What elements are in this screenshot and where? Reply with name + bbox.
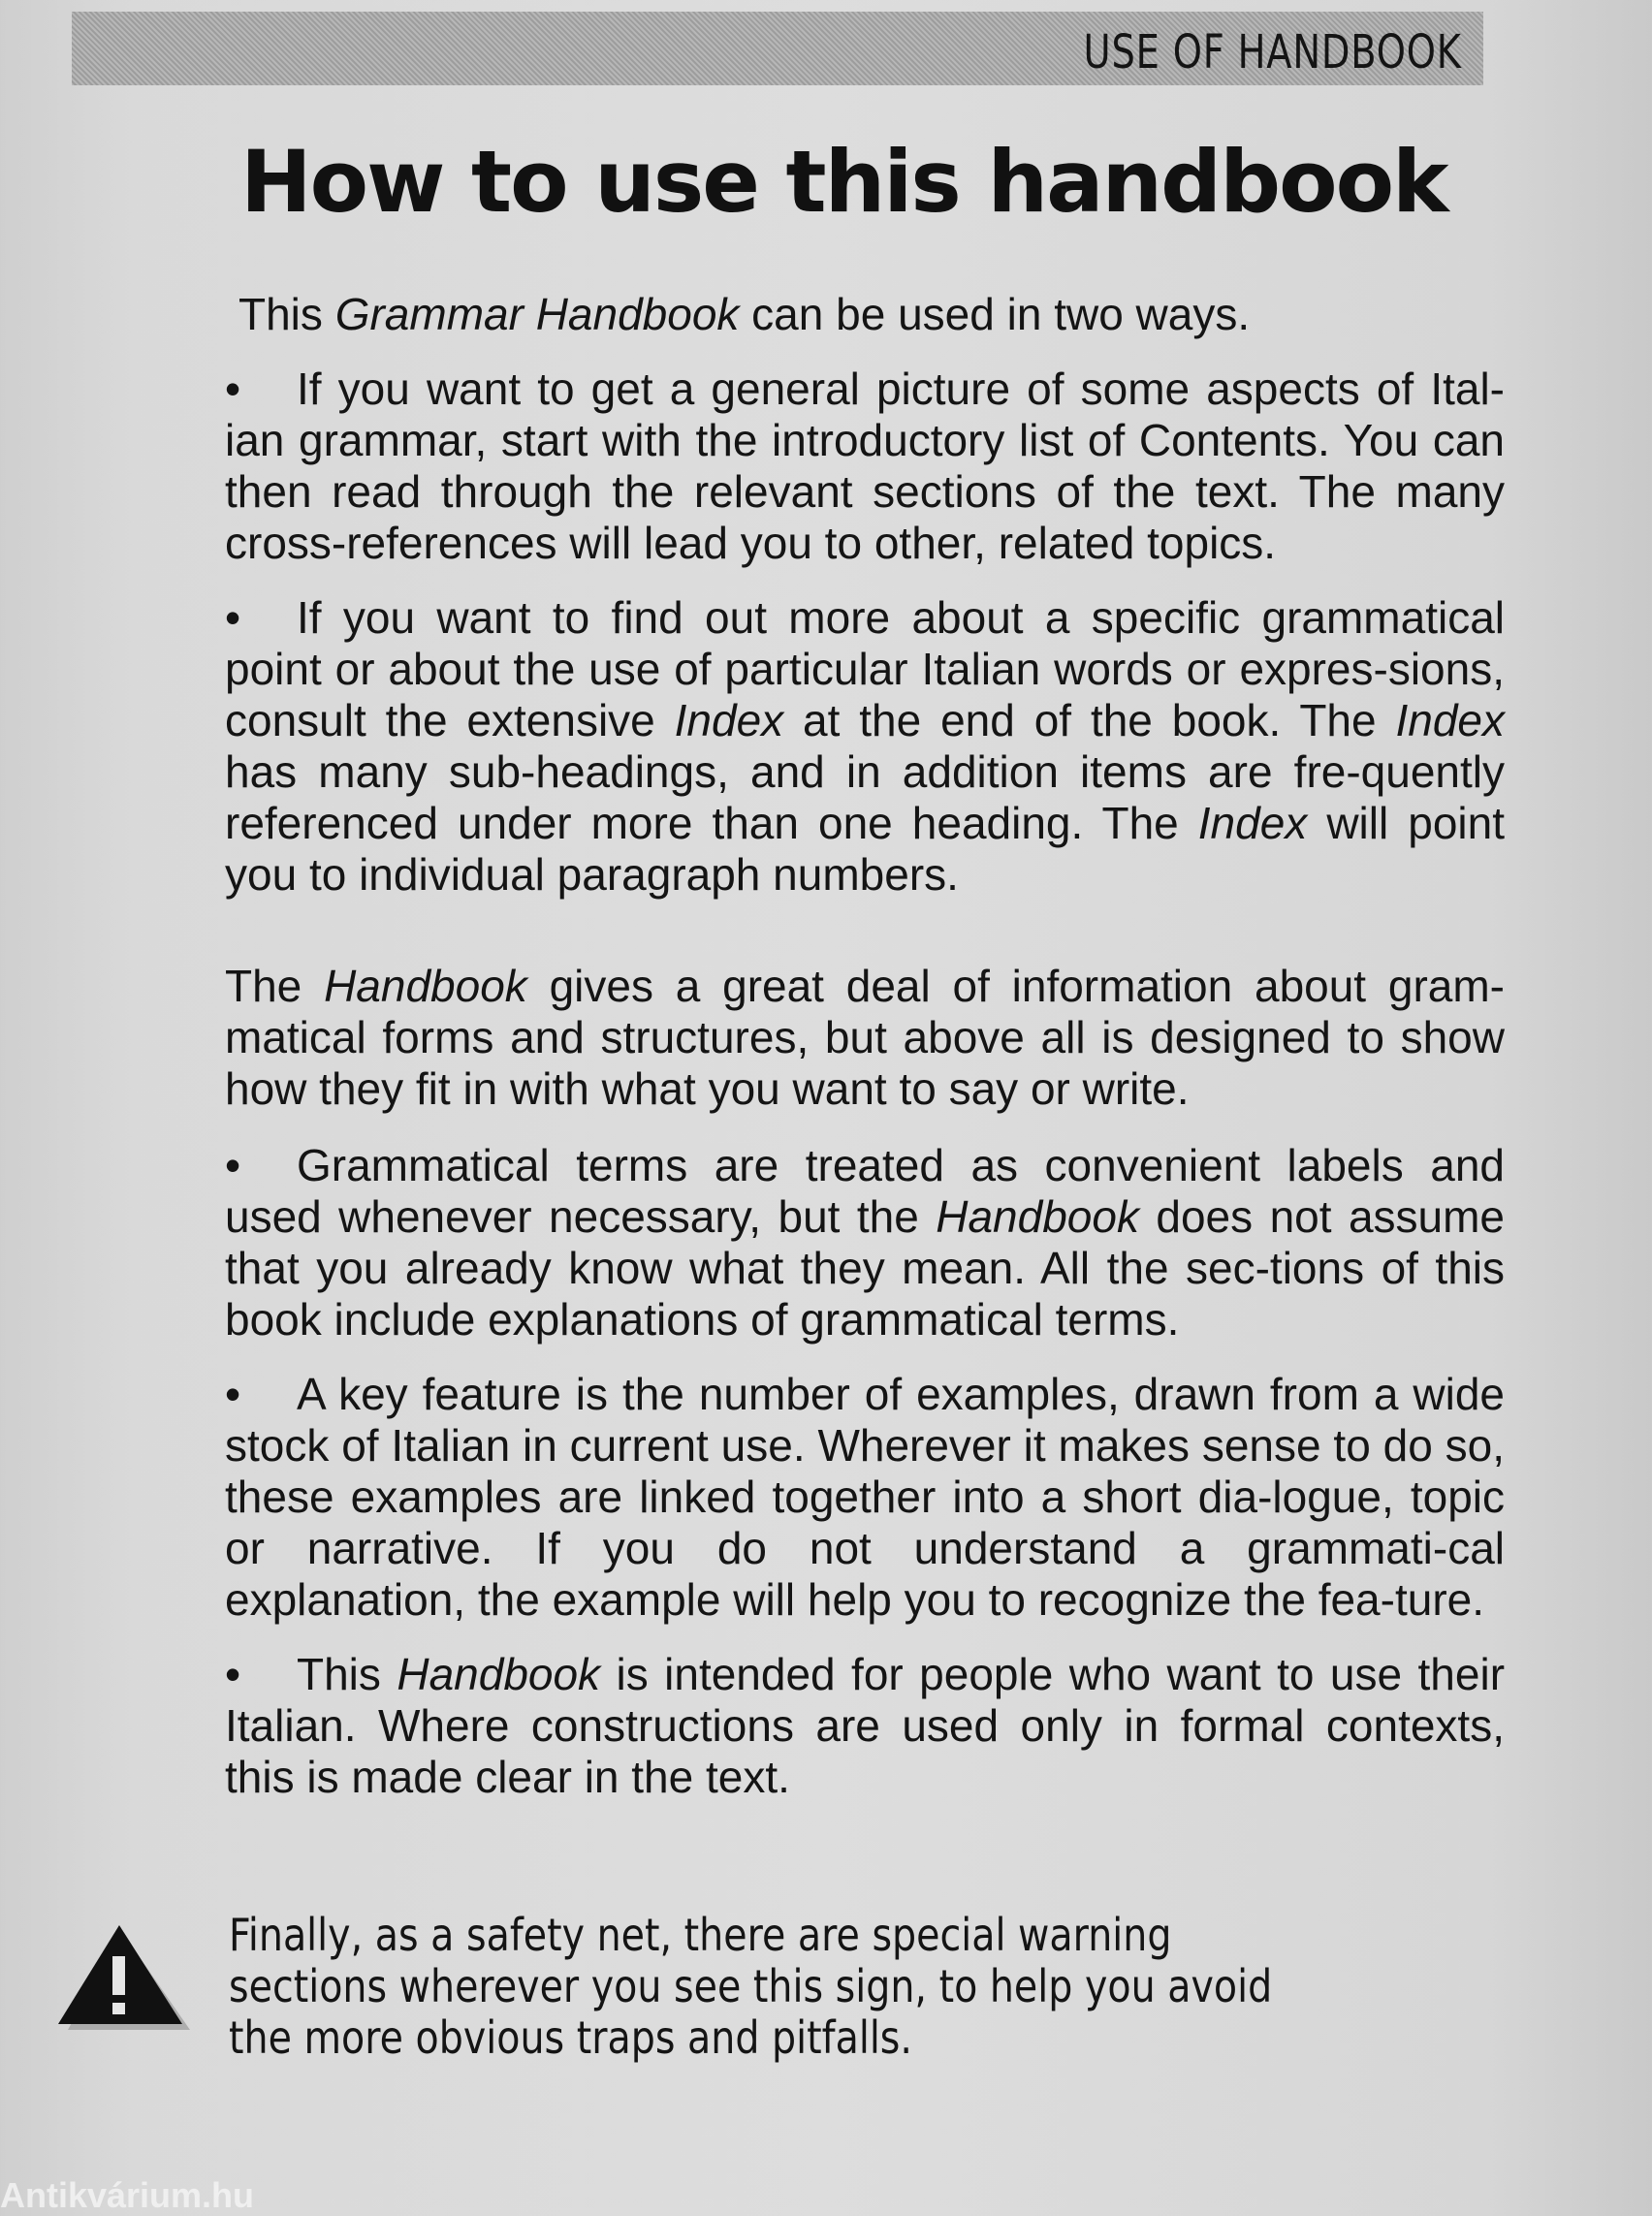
intro-italic-title: Grammar Handbook <box>334 289 740 339</box>
italic-term: Index <box>1395 695 1505 745</box>
list-item <box>225 592 1505 901</box>
list-item <box>225 1649 1505 1803</box>
bullet-marker: • <box>225 364 241 414</box>
list-item <box>225 1369 1505 1626</box>
warning-triangle-icon <box>58 1925 194 2032</box>
usage-ways-list <box>225 364 1505 901</box>
list-item-text: If you want to get a general picture of some aspects of Ital-ian grammar, start with the introductory list of Contents. You can then read through the relevant sections of the text. The many cross-references will lead you to other, related topics. <box>225 364 1505 568</box>
page-title: How to use this handbook <box>240 132 1447 232</box>
list-item-text: has many sub-headings, and in addition items are fre-quently referenced under more than one heading. The <box>225 746 1505 848</box>
italic-term: Handbook <box>324 961 527 1011</box>
bullet-marker: • <box>225 1369 241 1419</box>
intro-text-start: This <box>238 289 335 339</box>
bullet-marker: • <box>225 1140 241 1190</box>
handbook-overview-paragraph <box>225 961 1505 1115</box>
italic-term: Handbook <box>397 1649 601 1699</box>
intro-text-end: can be used in two ways. <box>739 289 1251 339</box>
overview-text-start: The <box>225 961 325 1011</box>
list-item-text: is intended for people who want to use their Italian. Where constructions are used only in formal contexts, this is made clear in the text. <box>225 1649 1506 1802</box>
warning-note: Finally, as a safety net, there are special warning sections wherever you see this sign, to help you avoid the more obvious traps and pitfalls. <box>229 1909 1273 2064</box>
list-item-text: at the end of the book. The <box>783 695 1396 745</box>
features-list <box>225 1140 1505 1803</box>
list-item-text: If you want to find out more about a specific grammatical point or about the use of particular Italian words or expres-sions, consult the extensive <box>225 592 1505 745</box>
italic-term: Handbook <box>936 1191 1139 1242</box>
list-item-text: does not assume that you already know what they mean. All the sec-tions of this book include explanations of grammatical terms. <box>225 1191 1506 1345</box>
bullet-marker: • <box>225 1649 241 1699</box>
italic-term: Index <box>674 695 784 745</box>
list-item <box>225 1140 1505 1345</box>
list-item-text: This <box>297 1649 397 1699</box>
watermark: Antikvárium.hu <box>0 2175 255 2215</box>
body-text <box>225 289 1505 1803</box>
running-head-band <box>72 12 1483 85</box>
intro-paragraph <box>238 289 1505 340</box>
running-head: USE OF HANDBOOK <box>1083 25 1462 79</box>
list-item-text: A key feature is the number of examples, drawn from a wide stock of Italian in current use. Wherever it makes sense to do so, these examples are linked together into a short dia-logue, topic or narrative. If you do not understand a grammati-cal explanation, the example will help you to recognize the fea-ture. <box>225 1369 1505 1625</box>
list-item <box>225 364 1505 569</box>
overview-text-end: gives a great deal of information about gram-matical forms and structures, but above all is designed to show how they fit in with what you want to say or write. <box>225 961 1505 1114</box>
list-item-text: will point you to individual paragraph numbers. <box>225 798 1505 900</box>
warning-sign <box>58 1925 194 2032</box>
list-item-text: Grammatical terms are treated as convenient labels and used whenever necessary, but the <box>225 1140 1505 1242</box>
italic-term: Index <box>1197 798 1308 848</box>
bullet-marker: • <box>225 592 241 643</box>
